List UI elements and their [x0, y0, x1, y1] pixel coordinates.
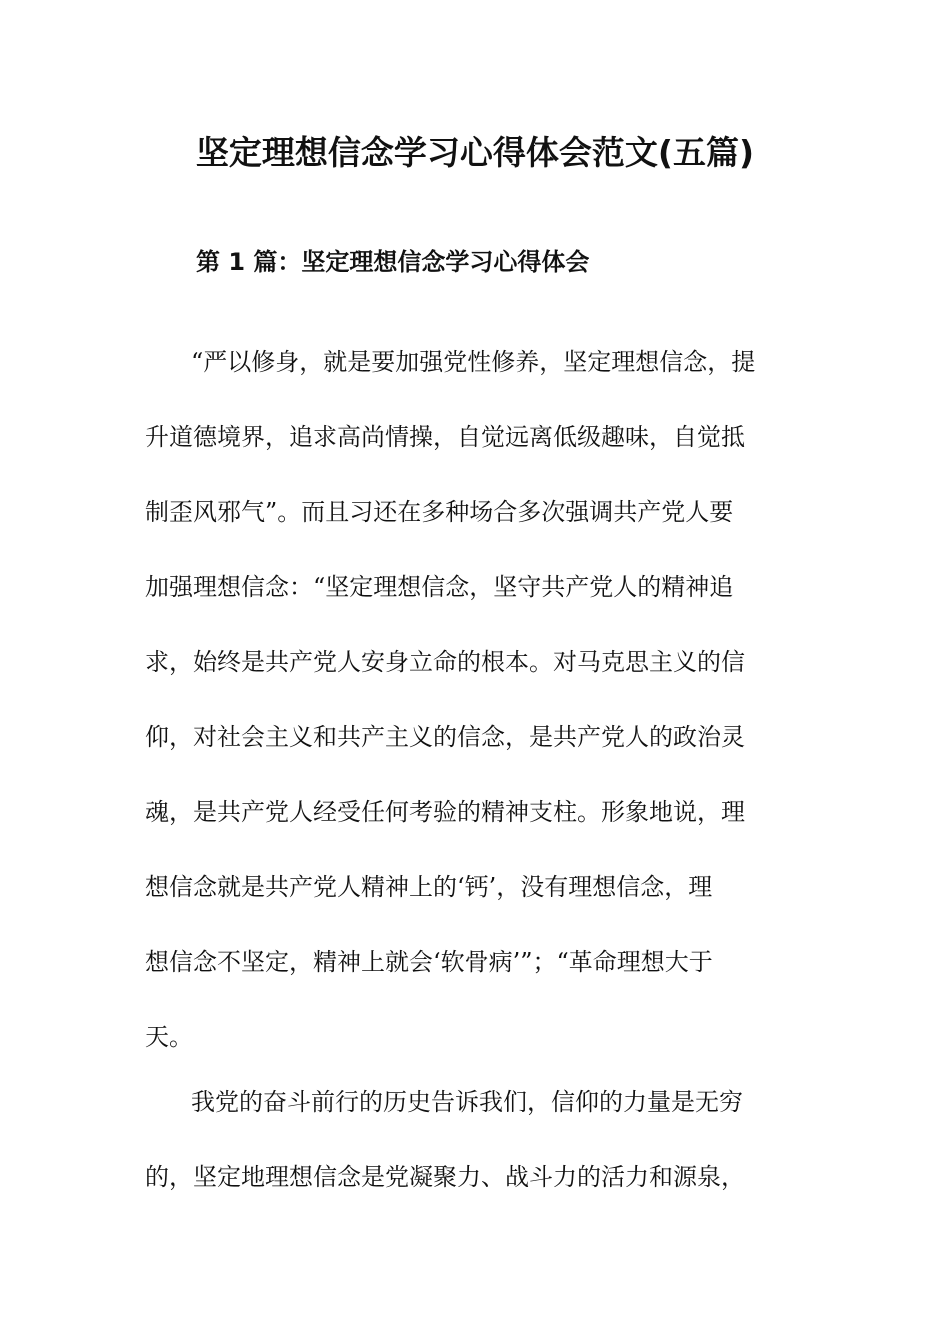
paragraph-line: 升道德境界，追求高尚情操，自觉远离低级趣味，自觉抵 — [145, 423, 745, 451]
paragraph-line: 加强理想信念：“坚定理想信念，坚守共产党人的精神追 — [145, 573, 734, 601]
paragraph-line: 魂，是共产党人经受任何考验的精神支柱。形象地说，理 — [145, 798, 745, 826]
paragraph-1 — [145, 325, 805, 1075]
paragraph-2 — [145, 1065, 805, 1215]
paragraph-line: 想信念不坚定，精神上就会‘软骨病’”；“革命理想大于 — [145, 948, 713, 976]
paragraph-line: 我党的奋斗前行的历史告诉我们，信仰的力量是无穷 — [191, 1088, 743, 1116]
paragraph-line: 想信念就是共产党人精神上的‘钙’，没有理想信念，理 — [145, 873, 713, 901]
paragraph-line: 求，始终是共产党人安身立命的根本。对马克思主义的信 — [145, 648, 745, 676]
paragraph-line: 的，坚定地理想信念是党凝聚力、战斗力的活力和源泉， — [145, 1163, 745, 1191]
section-heading: 第 1 篇：坚定理想信念学习心得体会 — [196, 248, 590, 276]
paragraph-line: 制歪风邪气”。而且习还在多种场合多次强调共产党人要 — [145, 498, 734, 526]
paragraph-line: 天。 — [145, 1023, 193, 1051]
paragraph-line: 仰，对社会主义和共产主义的信念，是共产党人的政治灵 — [145, 723, 745, 751]
document-title: 坚定理想信念学习心得体会范文(五篇) — [195, 133, 755, 172]
paragraph-line: “严以修身，就是要加强党性修养，坚定理想信念，提 — [191, 348, 756, 376]
